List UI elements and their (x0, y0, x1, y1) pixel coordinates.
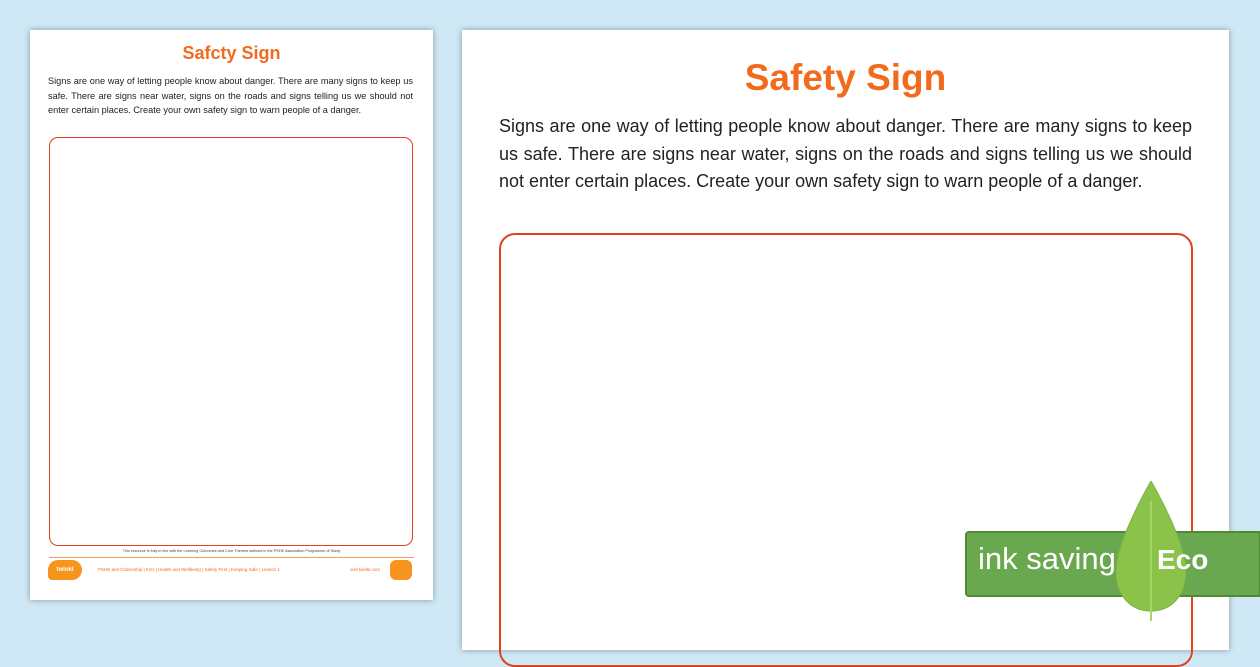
ink-saving-label: ink saving (978, 541, 1116, 576)
footer-divider (49, 557, 414, 558)
thumbnail-credit: This resource is fully in line with the Learning Outcomes and Core Themes outlined in the PSHE Association Programme of Study (122, 549, 341, 553)
drawing-area (499, 233, 1193, 667)
twinkl-badge-logo (390, 560, 412, 580)
thumbnail-drawing-area (49, 137, 413, 546)
ink-saving-eco-badge (965, 531, 1260, 597)
thumbnail-page (30, 30, 433, 600)
thumbnail-footer-url: visit twinkl.com (350, 567, 381, 572)
thumbnail-title: Safcty Sign (182, 43, 281, 63)
eco-label: Eco (1157, 544, 1209, 575)
page-title: Safety Sign (744, 57, 947, 98)
twinkl-logo: twinkl (48, 560, 82, 580)
thumbnail-intro: Signs are one way of letting people know about danger. There are many signs to keep us safe. There are signs near water, signs on the roads and signs telling us we should not enter certain places. Create your own safety sign to warn people of a danger. (48, 76, 413, 115)
page-intro: Signs are one way of letting people know about danger. There are many signs to keep us safe. There are signs near water, signs on the roads and signs telling us we should not enter certain places. Create your own safety sign to warn people of a danger. (499, 116, 1192, 191)
thumbnail-footer-text: PSHE and Citizenship | KS1 | Health and Wellbeing | Safety First | Keeping Safe | Lesson 1 (98, 567, 280, 572)
